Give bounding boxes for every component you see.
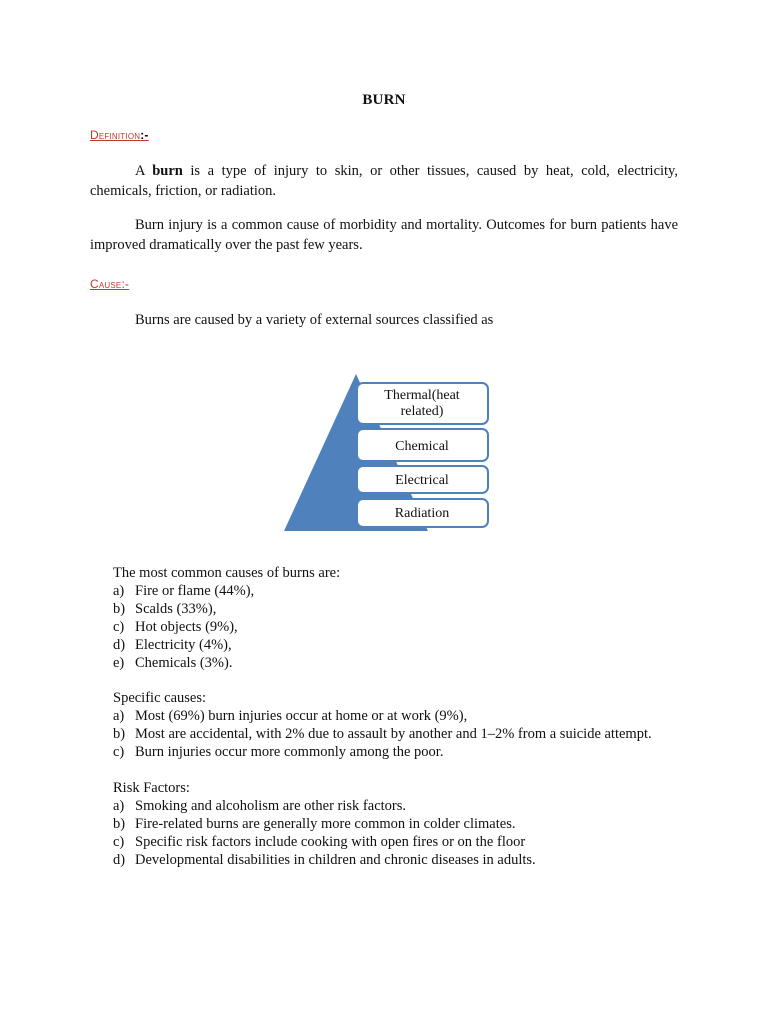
list-marker: a)	[113, 798, 125, 814]
common-causes-section	[113, 564, 340, 672]
list-marker: b)	[113, 816, 126, 832]
list-item-text: Fire or flame (44%),	[135, 583, 255, 599]
common-causes-list	[113, 582, 340, 672]
definition-paragraph-1	[90, 161, 678, 201]
risk-factors-list	[113, 797, 536, 869]
definition-heading-label: Definition	[90, 128, 141, 142]
specific-causes-list	[113, 707, 652, 761]
risk-factors-section	[113, 779, 536, 869]
list-marker: c)	[113, 744, 125, 760]
definition-p1-post: is a type of injury to skin, or other tissues, caused by heat, cold, electricity, chemicals, friction, or radiation.	[90, 163, 678, 199]
pyramid-label-electrical: Electrical	[395, 473, 449, 488]
pyramid-label-thermal-line1: Thermal(heat	[384, 388, 460, 403]
specific-causes-heading: Specific causes:	[113, 690, 207, 706]
definition-term-burn: burn	[152, 163, 183, 179]
risk-factors-heading: Risk Factors:	[113, 780, 190, 796]
list-item	[113, 582, 340, 600]
list-item	[113, 815, 536, 833]
list-item	[113, 618, 340, 636]
list-marker: a)	[113, 583, 125, 599]
list-marker: d)	[113, 637, 126, 653]
list-item	[113, 851, 536, 869]
pyramid-label-thermal-line2: related)	[400, 404, 444, 419]
list-marker: a)	[113, 708, 125, 724]
list-item-text: Most (69%) burn injuries occur at home or at work (9%),	[135, 708, 468, 724]
definition-p1-pre: A	[135, 163, 153, 179]
list-item	[113, 600, 340, 618]
pyramid-label-chemical: Chemical	[395, 439, 449, 454]
list-item-text: Chemicals (3%).	[135, 655, 233, 671]
list-item-text: Fire-related burns are generally more common in colder climates.	[135, 816, 516, 832]
list-marker: e)	[113, 655, 125, 671]
document-title: BURN	[362, 92, 406, 108]
list-item	[113, 707, 652, 725]
burn-sources-pyramid-diagram	[280, 370, 495, 535]
list-marker: c)	[113, 834, 125, 850]
list-item	[113, 636, 340, 654]
list-item	[113, 833, 536, 851]
specific-causes-section	[113, 689, 652, 761]
definition-heading	[90, 128, 149, 142]
definition-paragraph-2: Burn injury is a common cause of morbidity and mortality. Outcomes for burn patients have improved dramatically over the past few years.	[90, 217, 678, 253]
list-item-text: Smoking and alcoholism are other risk factors.	[135, 798, 407, 814]
list-item	[113, 797, 536, 815]
list-item-text: Developmental disabilities in children and chronic diseases in adults.	[135, 852, 536, 868]
list-item	[113, 654, 340, 672]
list-item-text: Burn injuries occur more commonly among the poor.	[135, 744, 444, 760]
cause-intro-text: Burns are caused by a variety of external sources classified as	[135, 312, 494, 328]
cause-heading: Cause:-	[90, 277, 130, 291]
pyramid-label-radiation: Radiation	[394, 506, 450, 521]
list-marker: b)	[113, 726, 126, 742]
list-item-text: Most are accidental, with 2% due to assault by another and 1–2% from a suicide attempt.	[135, 726, 652, 742]
list-item-text: Electricity (4%),	[135, 637, 232, 653]
common-causes-heading: The most common causes of burns are:	[113, 565, 341, 581]
list-item	[113, 725, 652, 743]
list-item-text: Specific risk factors include cooking with open fires or on the floor	[135, 834, 526, 850]
list-marker: d)	[113, 852, 126, 868]
list-item	[113, 743, 652, 761]
list-item-text: Hot objects (9%),	[135, 619, 238, 635]
definition-heading-suffix: :-	[140, 128, 149, 142]
list-item-text: Scalds (33%),	[135, 601, 217, 617]
list-marker: b)	[113, 601, 126, 617]
list-marker: c)	[113, 619, 125, 635]
